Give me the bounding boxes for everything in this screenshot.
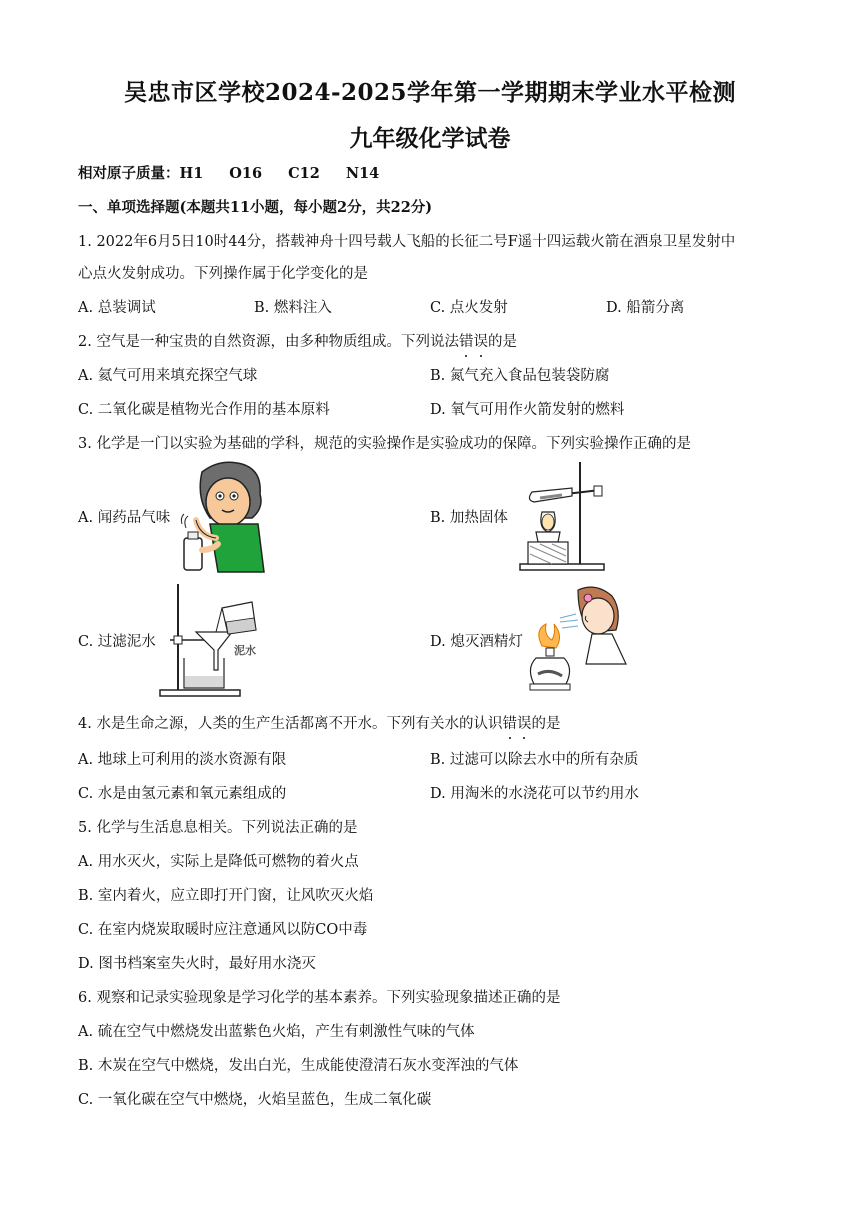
q3-option-b: B. 加热固体 [430,510,508,526]
q3-option-d: D. 熄灭酒精灯 [430,634,523,650]
q4-emphasis-char-1: 错 [502,716,517,732]
q4-stem [78,714,560,734]
q2-option-c: C. 二氧化碳是植物光合作用的基本原料 [78,402,330,418]
q4-stem-end: 的是 [531,716,561,732]
q2-option-a: A. 氦气可用来填充探空气球 [78,368,258,384]
atomic-mass-line [78,164,379,184]
q4-stem-text: 4. 水是生命之源，人类的生产生活都离不开水。下列有关水的认识 [78,716,503,732]
q3-option-c: C. 过滤泥水 [78,634,156,650]
q6-option-a: A. 硫在空气中燃烧发出蓝紫色火焰，产生有刺激性气味的气体 [78,1024,475,1040]
q1-option-a: A. 总装调试 [78,300,156,316]
q1-option-d: D. 船箭分离 [606,300,685,316]
q1-stem-line2: 心点火发射成功。下列操作属于化学变化的是 [78,266,368,282]
blowing-out-lamp-illustration [526,584,630,696]
smelling-reagent-illustration [172,458,268,574]
atomic-mass-n: N14 [345,165,380,182]
q5-option-c: C. 在室内烧炭取暖时应注意通风以防CO中毒 [78,922,368,938]
heating-solid-illustration [512,458,616,574]
q2-option-d: D. 氧气可用作火箭发射的燃料 [430,402,625,418]
atomic-mass-h: H1 [179,165,204,182]
atomic-mass-label: 相对原子质量： [78,165,180,182]
q3-stem: 3. 化学是一门以实验为基础的学科，规范的实验操作是实验成功的保障。下列实验操作正确的是 [78,436,691,452]
q4-option-a: A. 地球上可利用的淡水资源有限 [78,752,287,768]
q5-option-a: A. 用水灭火，实际上是降低可燃物的着火点 [78,854,359,870]
q5-stem: 5. 化学与生活息息相关。下列说法正确的是 [78,820,358,836]
q6-option-b: B. 木炭在空气中燃烧，发出白光，生成能使澄清石灰水变浑浊的气体 [78,1058,519,1074]
q1-option-b: B. 燃料注入 [254,300,332,316]
exam-title: 吴忠市区学校2024-2025学年第一学期期末学业水平检测 [123,79,737,106]
atomic-mass-c: C12 [288,165,320,182]
filtration-illustration [156,580,268,700]
q2-stem-end: 的是 [487,334,517,350]
q5-option-b: B. 室内着火，应立即打开门窗，让风吹灭火焰 [78,888,374,904]
atomic-mass-o: O16 [229,165,263,182]
q6-stem: 6. 观察和记录实验现象是学习化学的基本素养。下列实验现象描述正确的是 [78,990,561,1006]
q4-emphasis-char-2: 误 [516,716,532,732]
q3-option-a: A. 闻药品气味 [78,510,171,526]
q1-option-c: C. 点火发射 [430,300,508,316]
q4-option-d: D. 用淘米的水浇花可以节约用水 [430,786,639,802]
section-heading: 一、单项选择题(本题共11小题，每小题2分，共22分) [78,199,433,216]
q2-emphasis-char-1: 错 [458,334,474,350]
q2-stem [78,332,517,352]
q1-stem-line1: 1. 2022年6月5日10时44分，搭载神舟十四号载人飞船的长征二号F遥十四运载火箭在酒泉卫星发射中 [78,234,736,250]
q6-option-c: C. 一氧化碳在空气中燃烧，火焰呈蓝色，生成二氧化碳 [78,1092,432,1108]
exam-subtitle: 九年级化学试卷 [349,125,511,152]
mud-water-label: 泥水 [234,644,256,657]
q2-option-b: B. 氮气充入食品包装袋防腐 [430,368,610,384]
q5-option-d: D. 图书档案室失火时，最好用水浇灭 [78,956,316,972]
q4-option-b: B. 过滤可以除去水中的所有杂质 [430,752,639,768]
q2-emphasis-char-2: 误 [473,334,488,350]
q4-option-c: C. 水是由氢元素和氧元素组成的 [78,786,287,802]
q2-stem-text: 2. 空气是一种宝贵的自然资源，由多种物质组成。下列说法 [78,334,459,350]
